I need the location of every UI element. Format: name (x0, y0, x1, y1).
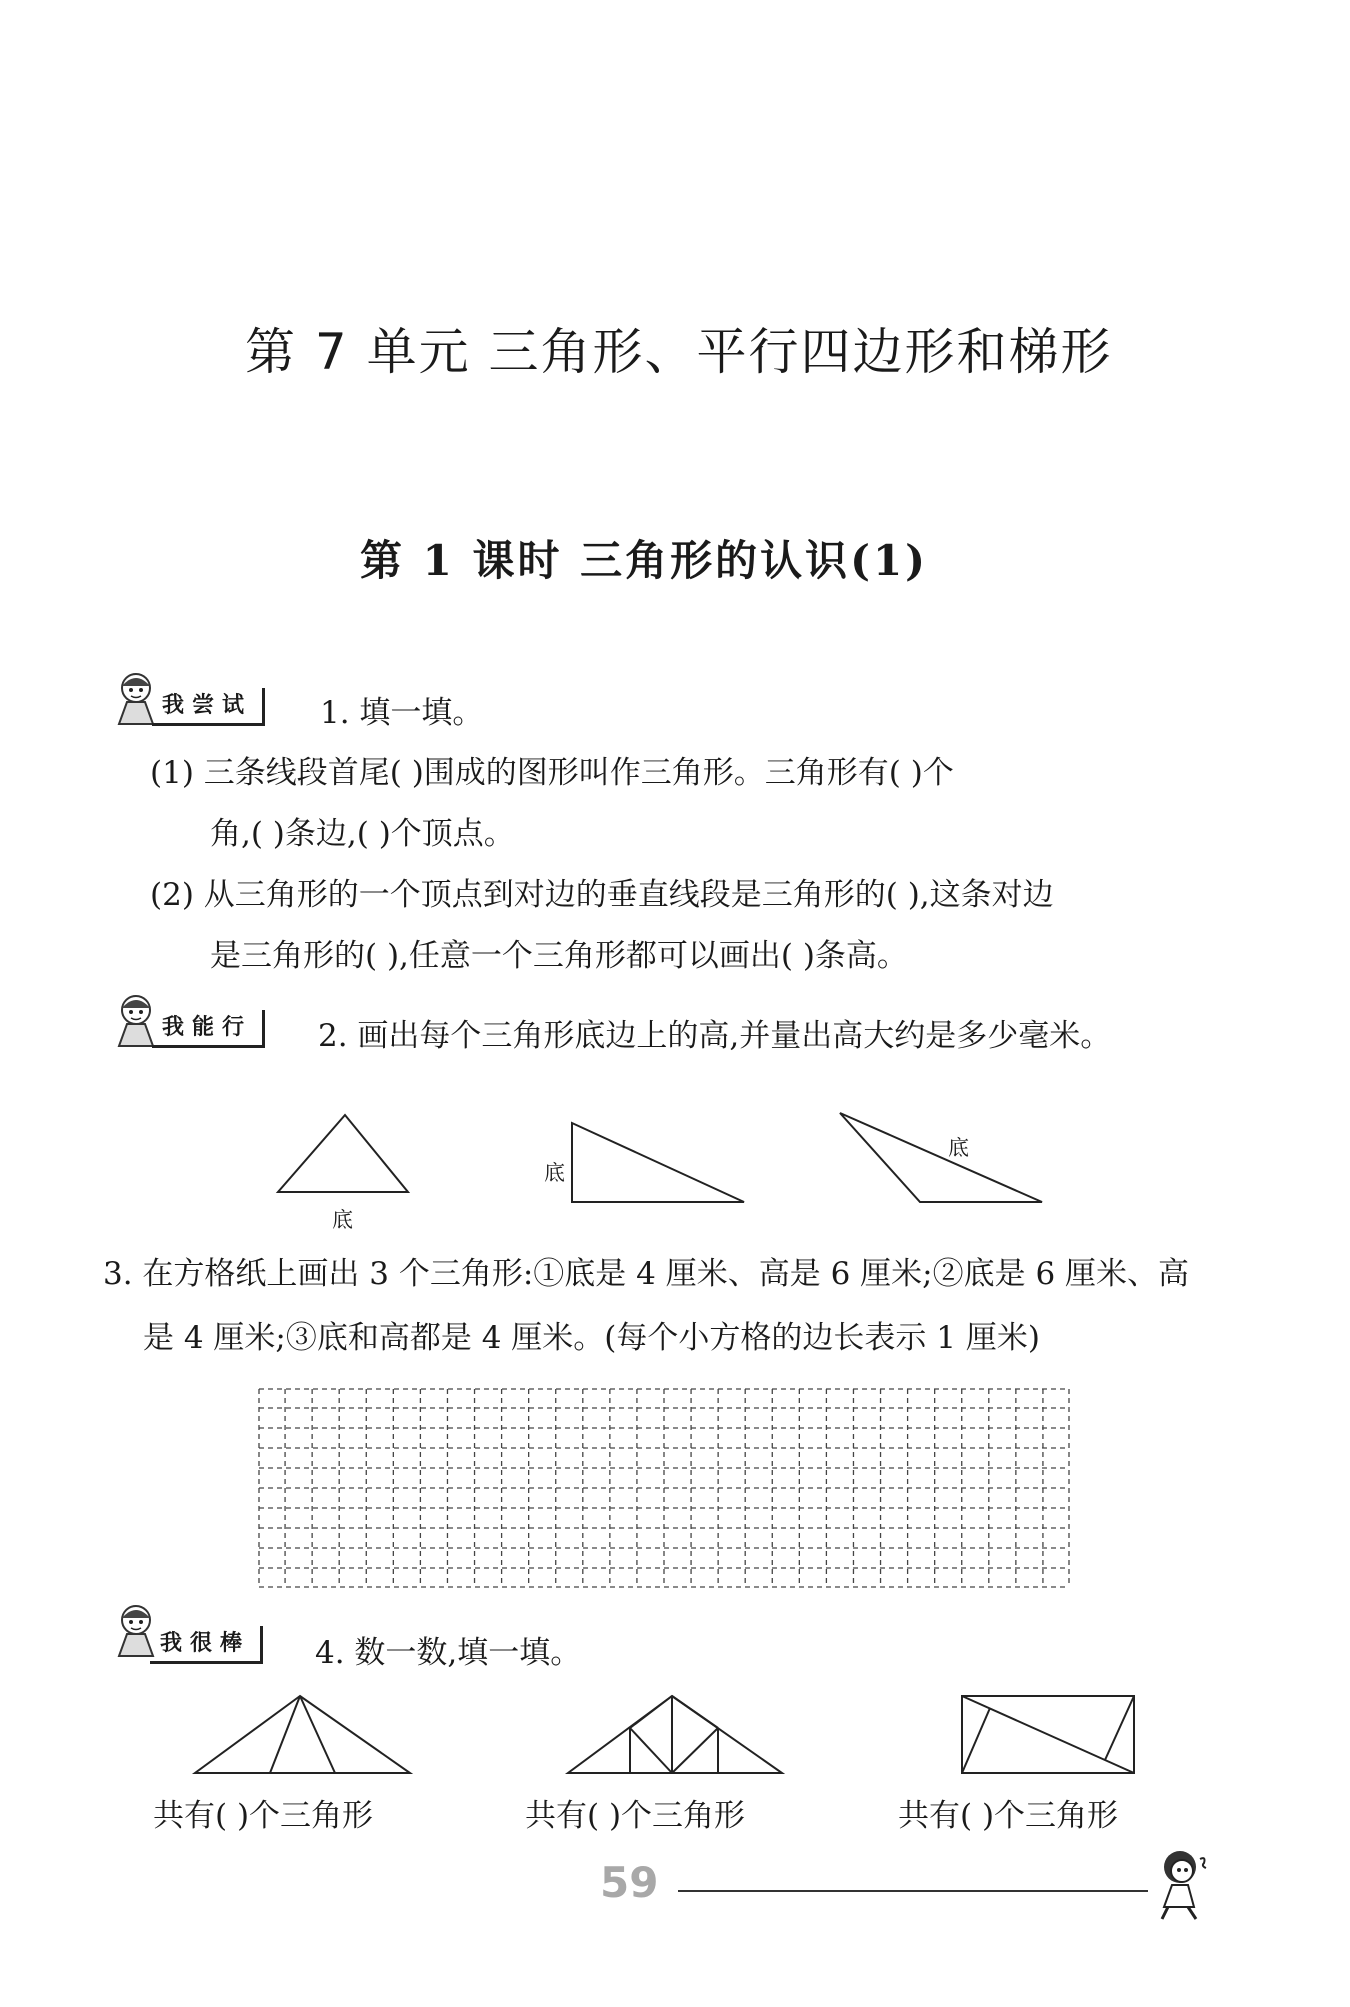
q2-triangles (0, 1080, 1350, 1230)
triangle-3 (840, 1113, 1042, 1202)
triangle-2-base-label: 底 (544, 1161, 565, 1185)
q4-figures (0, 1680, 1350, 1780)
triangle-1-base-label: 底 (332, 1208, 353, 1232)
boy-mascot-icon (1148, 1845, 1228, 1925)
badge-great-label: 我很棒 (150, 1626, 263, 1664)
q1-heading: 1. 填一填。 (320, 695, 484, 731)
q4-answer-1: 共有( )个三角形 (153, 1798, 374, 1834)
footer-rule (678, 1890, 1148, 1892)
figure-3 (962, 1696, 1134, 1773)
q1-part2-line1: (2) 从三角形的一个顶点到对边的垂直线段是三角形的( ),这条对边 (150, 877, 1054, 913)
badge-can-do (152, 1012, 265, 1046)
q3-line1: 3. 在方格纸上画出 3 个三角形:①底是 4 厘米、高是 6 厘米;②底是 6 厘米、高 (103, 1256, 1190, 1292)
q4-heading: 4. 数一数,填一填。 (315, 1635, 582, 1671)
badge-great (150, 1628, 263, 1662)
q1-part1-line2: 角,( )条边,( )个顶点。 (210, 816, 515, 852)
lesson-title: 第 1 课时 三角形的认识(1) (360, 536, 929, 585)
grid-paper[interactable] (258, 1388, 1070, 1588)
q4-answer-2: 共有( )个三角形 (525, 1798, 746, 1834)
badge-try-label: 我尝试 (152, 688, 265, 726)
q1-part1-line1: (1) 三条线段首尾( )围成的图形叫作三角形。三角形有( )个 (150, 755, 954, 791)
triangle-1 (278, 1115, 408, 1192)
unit-title: 第 7 单元 三角形、平行四边形和梯形 (245, 323, 1113, 381)
triangle-2 (572, 1123, 744, 1202)
q3-line2: 是 4 厘米;③底和高都是 4 厘米。(每个小方格的边长表示 1 厘米) (143, 1320, 1040, 1356)
q2-heading: 2. 画出每个三角形底边上的高,并量出高大约是多少毫米。 (318, 1018, 1112, 1054)
triangle-3-base-label: 底 (948, 1136, 969, 1160)
q4-answer-3: 共有( )个三角形 (898, 1798, 1119, 1834)
page-number: 59 (600, 1858, 659, 1907)
badge-can-do-label: 我能行 (152, 1010, 265, 1048)
figure-2 (568, 1696, 782, 1773)
q1-part2-line2: 是三角形的( ),任意一个三角形都可以画出( )条高。 (210, 938, 908, 974)
badge-try (152, 690, 265, 724)
figure-1 (195, 1696, 410, 1773)
